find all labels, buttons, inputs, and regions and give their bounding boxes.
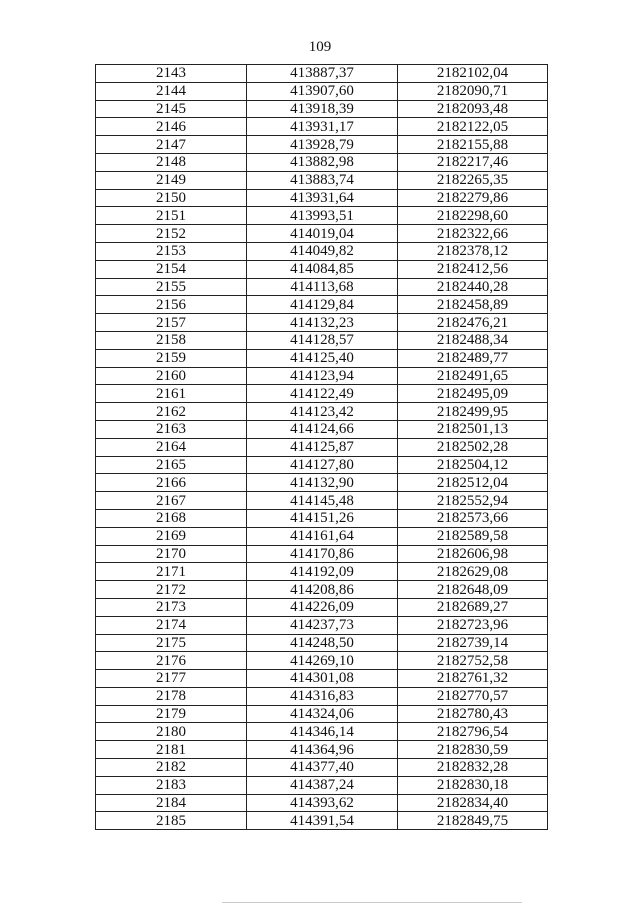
y-coordinate-cell: 2182122,05: [398, 118, 548, 136]
x-coordinate-cell: 414124,66: [247, 420, 398, 438]
y-coordinate-cell: 2182491,65: [398, 367, 548, 385]
table-row: [96, 616, 548, 634]
y-coordinate-cell: 2182102,04: [398, 65, 548, 83]
table-row: [96, 260, 548, 278]
point-number-cell: 2151: [96, 207, 247, 225]
point-number-cell: 2175: [96, 634, 247, 652]
point-number-cell: 2162: [96, 403, 247, 421]
point-number-cell: 2148: [96, 153, 247, 171]
coordinates-table-body: [96, 65, 548, 830]
x-coordinate-cell: 414269,10: [247, 652, 398, 670]
table-row: [96, 367, 548, 385]
y-coordinate-cell: 2182322,66: [398, 225, 548, 243]
x-coordinate-cell: 414226,09: [247, 598, 398, 616]
point-number-cell: 2146: [96, 118, 247, 136]
point-number-cell: 2164: [96, 438, 247, 456]
x-coordinate-cell: 414377,40: [247, 759, 398, 777]
table-row: [96, 509, 548, 527]
x-coordinate-cell: 414192,09: [247, 563, 398, 581]
point-number-cell: 2163: [96, 420, 247, 438]
x-coordinate-cell: 414151,26: [247, 509, 398, 527]
point-number-cell: 2161: [96, 385, 247, 403]
y-coordinate-cell: 2182265,35: [398, 171, 548, 189]
table-row: [96, 82, 548, 100]
y-coordinate-cell: 2182489,77: [398, 349, 548, 367]
y-coordinate-cell: 2182761,32: [398, 670, 548, 688]
point-number-cell: 2147: [96, 136, 247, 154]
point-number-cell: 2185: [96, 812, 247, 830]
point-number-cell: 2176: [96, 652, 247, 670]
table-row: [96, 723, 548, 741]
table-row: [96, 545, 548, 563]
y-coordinate-cell: 2182378,12: [398, 242, 548, 260]
y-coordinate-cell: 2182606,98: [398, 545, 548, 563]
x-coordinate-cell: 414346,14: [247, 723, 398, 741]
x-coordinate-cell: 414393,62: [247, 794, 398, 812]
point-number-cell: 2170: [96, 545, 247, 563]
x-coordinate-cell: 414248,50: [247, 634, 398, 652]
y-coordinate-cell: 2182752,58: [398, 652, 548, 670]
y-coordinate-cell: 2182217,46: [398, 153, 548, 171]
y-coordinate-cell: 2182279,86: [398, 189, 548, 207]
x-coordinate-cell: 413928,79: [247, 136, 398, 154]
y-coordinate-cell: 2182849,75: [398, 812, 548, 830]
x-coordinate-cell: 414125,87: [247, 438, 398, 456]
x-coordinate-cell: 414122,49: [247, 385, 398, 403]
x-coordinate-cell: 413918,39: [247, 100, 398, 118]
table-row: [96, 225, 548, 243]
table-row: [96, 314, 548, 332]
table-row: [96, 492, 548, 510]
y-coordinate-cell: 2182648,09: [398, 581, 548, 599]
x-coordinate-cell: 414237,73: [247, 616, 398, 634]
y-coordinate-cell: 2182488,34: [398, 331, 548, 349]
table-row: [96, 598, 548, 616]
table-row: [96, 776, 548, 794]
point-number-cell: 2149: [96, 171, 247, 189]
table-row: [96, 759, 548, 777]
point-number-cell: 2154: [96, 260, 247, 278]
point-number-cell: 2153: [96, 242, 247, 260]
page-number: 109: [308, 39, 332, 55]
table-row: [96, 331, 548, 349]
point-number-cell: 2158: [96, 331, 247, 349]
y-coordinate-cell: 2182504,12: [398, 456, 548, 474]
y-coordinate-cell: 2182589,58: [398, 527, 548, 545]
y-coordinate-cell: 2182689,27: [398, 598, 548, 616]
page-edge-line: [222, 902, 522, 903]
x-coordinate-cell: 414316,83: [247, 687, 398, 705]
x-coordinate-cell: 413907,60: [247, 82, 398, 100]
x-coordinate-cell: 413882,98: [247, 153, 398, 171]
y-coordinate-cell: 2182796,54: [398, 723, 548, 741]
table-row: [96, 136, 548, 154]
point-number-cell: 2159: [96, 349, 247, 367]
point-number-cell: 2144: [96, 82, 247, 100]
x-coordinate-cell: 413883,74: [247, 171, 398, 189]
y-coordinate-cell: 2182723,96: [398, 616, 548, 634]
x-coordinate-cell: 414387,24: [247, 776, 398, 794]
table-row: [96, 118, 548, 136]
point-number-cell: 2171: [96, 563, 247, 581]
y-coordinate-cell: 2182412,56: [398, 260, 548, 278]
table-row: [96, 420, 548, 438]
x-coordinate-cell: 414145,48: [247, 492, 398, 510]
y-coordinate-cell: 2182552,94: [398, 492, 548, 510]
point-number-cell: 2172: [96, 581, 247, 599]
point-number-cell: 2180: [96, 723, 247, 741]
point-number-cell: 2160: [96, 367, 247, 385]
point-number-cell: 2155: [96, 278, 247, 296]
point-number-cell: 2166: [96, 474, 247, 492]
table-row: [96, 242, 548, 260]
x-coordinate-cell: 413931,17: [247, 118, 398, 136]
table-row: [96, 527, 548, 545]
table-row: [96, 670, 548, 688]
table-row: [96, 100, 548, 118]
y-coordinate-cell: 2182512,04: [398, 474, 548, 492]
table-row: [96, 207, 548, 225]
y-coordinate-cell: 2182832,28: [398, 759, 548, 777]
x-coordinate-cell: 414391,54: [247, 812, 398, 830]
y-coordinate-cell: 2182830,59: [398, 741, 548, 759]
y-coordinate-cell: 2182499,95: [398, 403, 548, 421]
y-coordinate-cell: 2182298,60: [398, 207, 548, 225]
table-row: [96, 153, 548, 171]
x-coordinate-cell: 414208,86: [247, 581, 398, 599]
x-coordinate-cell: 414084,85: [247, 260, 398, 278]
y-coordinate-cell: 2182476,21: [398, 314, 548, 332]
x-coordinate-cell: 414161,64: [247, 527, 398, 545]
y-coordinate-cell: 2182780,43: [398, 705, 548, 723]
point-number-cell: 2150: [96, 189, 247, 207]
point-number-cell: 2182: [96, 759, 247, 777]
table-row: [96, 349, 548, 367]
table-row: [96, 705, 548, 723]
y-coordinate-cell: 2182501,13: [398, 420, 548, 438]
table-row: [96, 438, 548, 456]
table-row: [96, 652, 548, 670]
table-row: [96, 812, 548, 830]
y-coordinate-cell: 2182834,40: [398, 794, 548, 812]
x-coordinate-cell: 413993,51: [247, 207, 398, 225]
x-coordinate-cell: 414019,04: [247, 225, 398, 243]
y-coordinate-cell: 2182629,08: [398, 563, 548, 581]
x-coordinate-cell: 414123,94: [247, 367, 398, 385]
x-coordinate-cell: 414123,42: [247, 403, 398, 421]
x-coordinate-cell: 414364,96: [247, 741, 398, 759]
x-coordinate-cell: 414125,40: [247, 349, 398, 367]
point-number-cell: 2168: [96, 509, 247, 527]
table-row: [96, 794, 548, 812]
y-coordinate-cell: 2182770,57: [398, 687, 548, 705]
x-coordinate-cell: 414128,57: [247, 331, 398, 349]
point-number-cell: 2156: [96, 296, 247, 314]
x-coordinate-cell: 414301,08: [247, 670, 398, 688]
y-coordinate-cell: 2182458,89: [398, 296, 548, 314]
y-coordinate-cell: 2182502,28: [398, 438, 548, 456]
point-number-cell: 2181: [96, 741, 247, 759]
y-coordinate-cell: 2182495,09: [398, 385, 548, 403]
point-number-cell: 2169: [96, 527, 247, 545]
point-number-cell: 2145: [96, 100, 247, 118]
point-number-cell: 2173: [96, 598, 247, 616]
table-row: [96, 634, 548, 652]
x-coordinate-cell: 414127,80: [247, 456, 398, 474]
point-number-cell: 2178: [96, 687, 247, 705]
table-row: [96, 474, 548, 492]
table-row: [96, 278, 548, 296]
point-number-cell: 2183: [96, 776, 247, 794]
point-number-cell: 2152: [96, 225, 247, 243]
x-coordinate-cell: 413931,64: [247, 189, 398, 207]
point-number-cell: 2165: [96, 456, 247, 474]
y-coordinate-cell: 2182093,48: [398, 100, 548, 118]
table-row: [96, 581, 548, 599]
y-coordinate-cell: 2182155,88: [398, 136, 548, 154]
x-coordinate-cell: 414132,23: [247, 314, 398, 332]
y-coordinate-cell: 2182573,66: [398, 509, 548, 527]
x-coordinate-cell: 414129,84: [247, 296, 398, 314]
coordinates-table: [95, 64, 548, 830]
x-coordinate-cell: 413887,37: [247, 65, 398, 83]
x-coordinate-cell: 414113,68: [247, 278, 398, 296]
point-number-cell: 2143: [96, 65, 247, 83]
point-number-cell: 2184: [96, 794, 247, 812]
y-coordinate-cell: 2182090,71: [398, 82, 548, 100]
table-row: [96, 65, 548, 83]
point-number-cell: 2179: [96, 705, 247, 723]
table-row: [96, 456, 548, 474]
y-coordinate-cell: 2182440,28: [398, 278, 548, 296]
point-number-cell: 2157: [96, 314, 247, 332]
table-row: [96, 741, 548, 759]
table-row: [96, 687, 548, 705]
point-number-cell: 2167: [96, 492, 247, 510]
table-row: [96, 385, 548, 403]
table-row: [96, 171, 548, 189]
point-number-cell: 2174: [96, 616, 247, 634]
x-coordinate-cell: 414132,90: [247, 474, 398, 492]
table-row: [96, 296, 548, 314]
x-coordinate-cell: 414324,06: [247, 705, 398, 723]
table-row: [96, 189, 548, 207]
y-coordinate-cell: 2182830,18: [398, 776, 548, 794]
point-number-cell: 2177: [96, 670, 247, 688]
x-coordinate-cell: 414049,82: [247, 242, 398, 260]
y-coordinate-cell: 2182739,14: [398, 634, 548, 652]
table-row: [96, 403, 548, 421]
table-row: [96, 563, 548, 581]
x-coordinate-cell: 414170,86: [247, 545, 398, 563]
